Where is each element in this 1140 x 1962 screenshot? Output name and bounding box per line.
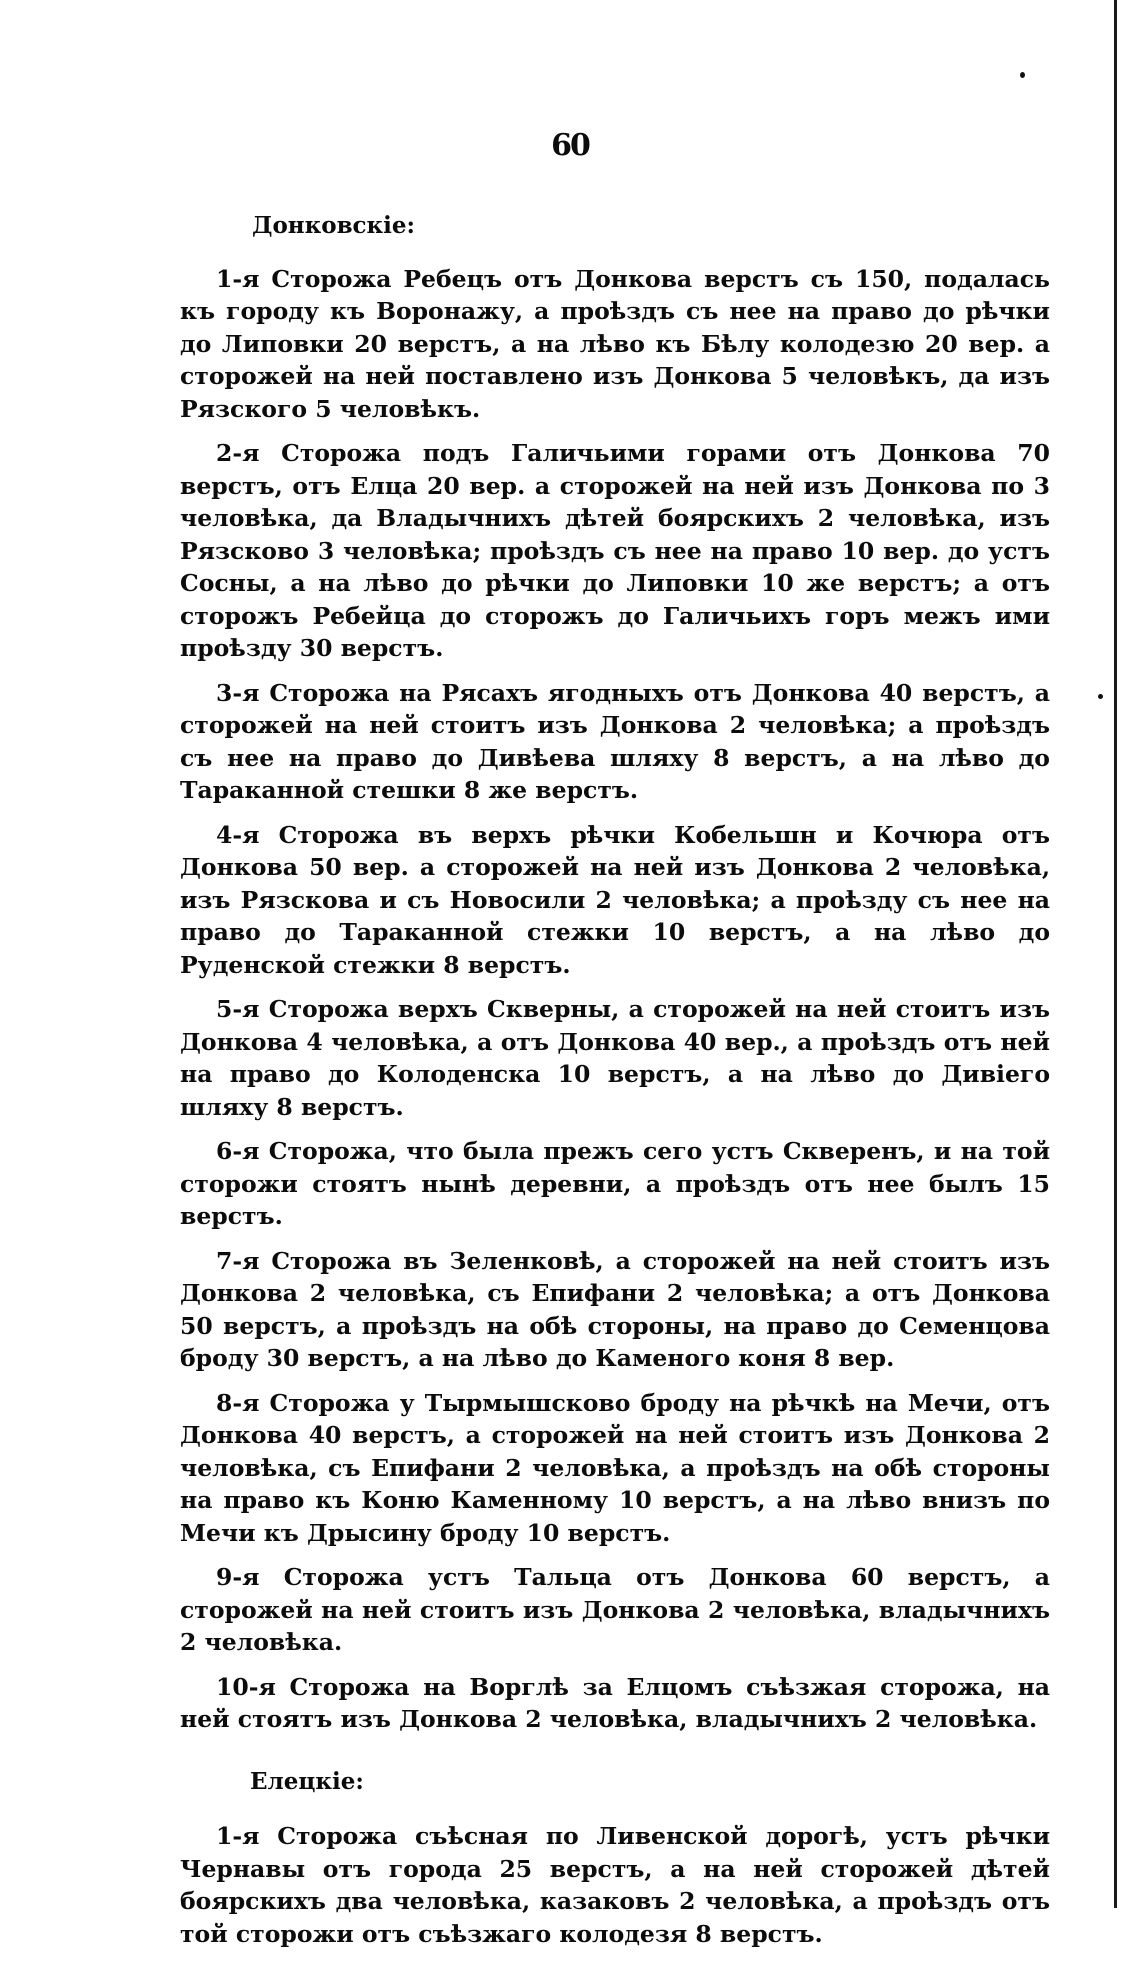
paragraph-5: 5-я Сторожа верхъ Скверны, а сторожей на ней стоитъ изъ Донкова 4 человѣка, а отъ Донкова 40 вер., а проѣздъ отъ ней на право до Колоденска 10 верстъ, а на лѣво до Дивіего шляху 8 верстъ. [180,995,1050,1121]
paragraph-1: 1-я Сторожа Ребецъ отъ Донкова верстъ съ 150, подалась къ городу къ Воронажу, а проѣздъ съ нее на право до рѣчки до Липовки 20 верстъ, а на лѣво къ Бѣлу колодезю 20 вер. а сторожей на ней поставлено изъ Донкова 5 человѣкъ, да изъ Рязского 5 человѣкъ. [180,264,1050,423]
paragraph-2: 2-я Сторожа подъ Галичьими горами отъ Донкова 70 верстъ, отъ Елца 20 вер. а сторожей на ней изъ Донкова по 3 человѣка, да Владычнихъ дѣтей боярскихъ 2 человѣка, изъ Рязсково 3 человѣка; проѣздъ съ нее на право 10 вер. до устъ Сосны, а на лѣво до рѣчки до Липовки 10 же верстъ; а отъ сторожъ Ребейца до сторожъ до Галичьихъ горъ межъ ими проѣзду 30 верстъ. [180,439,1050,662]
paragraph-3: 3-я Сторожа на Рясахъ ягодныхъ отъ Донкова 40 верстъ, а сторожей на ней стоитъ изъ Донкова 2 человѣка; а проѣздъ съ нее на право до Дивѣева шляху 8 верстъ, а на лѣво до Тараканной стешки 8 же верстъ. [180,678,1050,804]
scan-speck [1020,72,1025,78]
section-heading-elets: Елецкіе: [250,1767,364,1795]
scan-speck [1098,694,1103,699]
page-number: 60 [551,128,589,163]
paragraph-7: 7-я Сторожа въ Зеленковѣ, а сторожей на ней стоитъ изъ Донкова 2 человѣка, съ Епифани 2 человѣка; а отъ Донкова 50 верстъ, а проѣздъ на обѣ стороны, на право до Семенцова броду 30 верстъ, а на лѣво до Каменого коня 8 вер. [180,1246,1050,1372]
paragraph-6: 6-я Сторожа, что была прежъ сего устъ Скверенъ, и на той сторожи стоятъ нынѣ деревни, а проѣздъ отъ нее былъ 15 верстъ. [180,1137,1050,1230]
paragraph-4: 4-я Сторожа въ верхъ рѣчки Кобельшн и Кочюра отъ Донкова 50 вер. а сторожей на ней изъ Донкова 2 человѣка, изъ Рязскова и съ Новосили 2 человѣка; а проѣзду съ нее на право до Тараканной стежки 10 верстъ, а на лѣво до Руденской стежки 8 верстъ. [180,820,1050,979]
paragraph-10: 10-я Сторожа на Ворглѣ за Елцомъ съѣзжая сторожа, на ней стоятъ изъ Донкова 2 человѣка, владычнихъ 2 человѣка. [180,1672,1050,1733]
paragraph-elets-1: 1-я Сторожа съѣсная по Ливенской дорогѣ, устъ рѣчки Чернавы отъ города 25 верстъ, а на ней сторожей дѣтей боярскихъ два человѣка, казаковъ 2 человѣка, а проѣздъ отъ той сторожи отъ съѣзжаго колодезя 8 верстъ. [180,1822,1050,1948]
paragraph-8: 8-я Сторожа у Тырмышсково броду на рѣчкѣ на Мечи, отъ Донкова 40 верстъ, а сторожей на ней стоитъ изъ Донкова 2 человѣка, съ Епифани 2 человѣка, а проѣздъ на обѣ стороны на право къ Коню Каменному 10 верстъ, а на лѣво внизъ по Мечи къ Дрысину броду 10 верстъ. [180,1388,1050,1547]
section-heading-donkov: Донковскіе: [252,212,416,239]
scan-edge-line [1114,0,1117,1908]
paragraph-9: 9-я Сторожа устъ Тальца отъ Донкова 60 верстъ, а сторожей на ней стоитъ изъ Донкова 2 человѣка, владычнихъ 2 человѣка. [180,1563,1050,1656]
text-body [180,210,1050,1962]
